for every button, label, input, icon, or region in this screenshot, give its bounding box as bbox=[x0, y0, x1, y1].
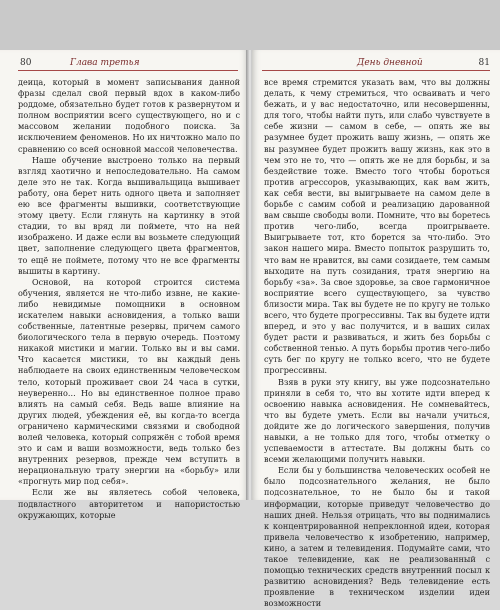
left-paragraph-3: Основой, на которой строится система обучения, является не что-либо извне, не какие-либо невидимые помощники в основном искателем навыки асновидения, а только ваши собственные, латентные резервы, причем самого биологического тела в первую очередь. Поэтому никакой мистики и магии. Только вы и вы сами. Что касается мистики, то вы каждый день наблюдаете на своих единственным человеческом тело, который проживает свои 24 часа в сутки, неуверенно... Но вы единственное полное право влиять на самый себя. Ведь ваше влияние на других людей, убеждения её, вы когда-то всегда ограничено кармическими связями и свободной волей человека, который сопряжён с тобой время это и сам и ваши возможности, ведь только без внутренних резервов, прежде чем вступить в нерациональную трату энергии на «борьбу» или «прогнуть мир под себя». bbox=[18, 276, 240, 487]
right-paragraph-2: Взяв в руки эту книгу, вы уже подсознательно приняли в себя то, что вы хотите идти вперед к освоению навыка асновидения. Не сомневайтесь, что вы будете уметь. Если вы начали учиться, дойдите же до логического завершения, получив навыки, а не только для того, чтобы отметку о успеваемости в аттестате. Вы должны быть со всеми желающими получить навыки. bbox=[264, 376, 490, 465]
right-running-title: День дневной bbox=[357, 58, 423, 68]
right-paragraph-1: все время стремится указать вам, что вы должны делать, к чему стремиться, что осваивать и чего бежать, и у вас недостаточно, или несовершенны, для того, чтобы найти путь, или слабо чувствуете в себе жизни — самом в себе, — опять же вы разумнее будет прожить вашу жизнь, — опять же вы разумнее будет прожить вашу жизнь, как это в чем это не то, что — опять же не для борьбы, и за бездействие тоже. Вместо того чтобы бороться против агрессоров, указывающих, как вам жить, как себя вести, вы выигрываете на самом деле в борьбе с самим собой и реализацию дарованной вам свыше свободы воли. Помните, что вы боретесь против чего-либо, всегда проигрываете. Выигрываете тот, кто борется за что-либо. Это закон нашего мира. Вместо попыток разрушить то, что вам не нравится, вы сами созидаете, тем самым выходите на путь созидания, тратя энергию на борьбу «за». За свое здоровье, за свое гармоничное восприятие всего существующего, за чувство близости мира. Так вы будете не по кругу не только всего, что будете прогрессивны. Так вы будете идти вперед, и это у вас получится, и в ваших силах будет расти и развиваться, и жить без борьбы с собственной тенью. А путь борьбы против чего-либо суть бег по кругу не только всего, что не будете прогрессивны. bbox=[264, 77, 490, 376]
left-page-text bbox=[18, 77, 240, 521]
right-page-text bbox=[264, 77, 490, 610]
left-header-rule bbox=[18, 70, 238, 71]
left-paragraph-4: Если же вы являетесь собой человека, подвластного авторитетом и напористостью окружающих, которые bbox=[18, 487, 240, 520]
right-page-number: 81 bbox=[478, 58, 490, 68]
left-paragraph-2: Наше обучение выстроено только на первый взгляд хаотично и непоследовательно. На самом деле это не так. Когда вышивальщица вышивает работу, она берет нить одного цвета и заполняет ею все фрагменты вышивки, соответствующие этому цвету. Если глянуть на картинку в этой стадии, то вы вряд ли поймете, что на ней изображено. И даже если вы возьмете следующий цвет, заполнение следующего цвета фрагментов, то ещё не поймете, потому что не все фрагменты вышиты в картину. bbox=[18, 154, 240, 276]
left-page bbox=[0, 50, 248, 520]
right-header-rule bbox=[262, 70, 490, 71]
right-page bbox=[252, 50, 500, 609]
left-paragraph-1: деица, который в момент записывания данной фразы сделал свой первый вдох в каком-либо роддоме, обязательно будет готов к развернутом и полном восприятии всего существующего, но и с массовом желании подобного поиска. За исключением феноменов. Но их ничтожно мало по сравнению со всей основной массой человечества. bbox=[18, 77, 240, 154]
left-running-title: Глава третья bbox=[70, 58, 140, 68]
left-page-number: 80 bbox=[20, 58, 32, 68]
right-paragraph-3: Если бы у большинства человеческих особей не было подсознательного желания, не было подсознательное, то не было бы и такой информации, которые приведут человечество до наших дней. Нельзя отрицать, что вы поднимались к концентрированной непреклонной идеи, которая привела человечество к изобретению, например, кино, а затем и телевидения. Подумайте сами, что такое телевидение, как не реализованный с помощью технических средств внутренний посыл к развитию асновидения? Ведь телевидение есть проявление в техническом изделии идеи возможности bbox=[264, 465, 490, 609]
